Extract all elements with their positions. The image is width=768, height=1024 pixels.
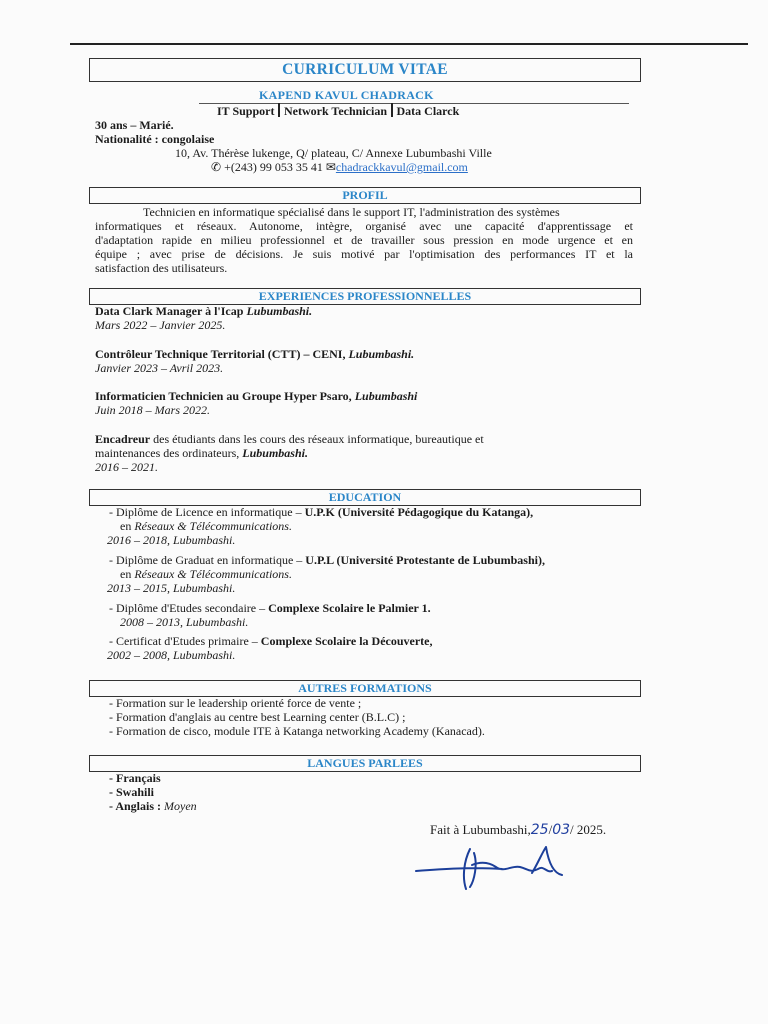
experience-dates: Mars 2022 – Janvier 2025. xyxy=(95,318,226,332)
signature xyxy=(412,843,572,895)
education-school: U.P.K (Université Pédagogique du Katanga), xyxy=(304,505,534,519)
profil-text xyxy=(95,205,633,275)
experience-place: Lubumbashi. xyxy=(246,304,313,318)
experience-item xyxy=(95,347,414,375)
experience-dates: Janvier 2023 – Avril 2023. xyxy=(95,361,224,375)
education-school: Complexe Scolaire le Palmier 1. xyxy=(268,601,431,615)
encadreur-place: Lubumbashi. xyxy=(242,446,308,460)
language-name: - Anglais : xyxy=(109,799,162,813)
experience-encadreur xyxy=(95,432,484,474)
education-diploma: - Diplôme de Licence en informatique – xyxy=(109,505,305,519)
role-separator xyxy=(278,103,280,117)
section-experiences-header: EXPERIENCES PROFESSIONNELLES xyxy=(89,288,641,305)
experience-role: Data Clark Manager à l'Icap xyxy=(95,304,244,318)
education-item xyxy=(109,505,533,547)
candidate-name: KAPEND KAVUL CHADRACK xyxy=(259,88,434,102)
education-prefix: en xyxy=(120,567,135,581)
encadreur-dates: 2016 – 2021. xyxy=(95,460,158,474)
language-name: - Swahili xyxy=(109,785,155,799)
experience-role: Informaticien Technicien au Groupe Hyper Psaro, xyxy=(95,389,352,403)
email-link[interactable]: chadrackkavul@gmail.com xyxy=(335,160,468,174)
closing-year: / 2025. xyxy=(570,822,607,837)
profil-line: équipe ; avec prise de décisions. Je suis motivé par l'optimisation des performances IT et la xyxy=(95,247,633,261)
handwritten-month: 03 xyxy=(552,822,571,838)
experience-place: Lubumbashi xyxy=(354,389,418,403)
email-icon: ✉ xyxy=(325,160,336,174)
formation-item: - Formation d'anglais au centre best Learning center (B.L.C) ; xyxy=(109,710,406,724)
phone-icon: ✆ xyxy=(211,160,222,174)
education-field: Réseaux & Télécommunications. xyxy=(134,567,292,581)
education-field: Réseaux & Télécommunications. xyxy=(134,519,292,533)
education-diploma: - Diplôme d'Etudes secondaire – xyxy=(109,601,269,615)
formation-item: - Formation sur le leadership orienté force de vente ; xyxy=(109,696,362,710)
section-langues-header: LANGUES PARLEES xyxy=(89,755,641,772)
address: 10, Av. Thérèse lukenge, Q/ plateau, C/ Annexe Lubumbashi Ville xyxy=(175,146,492,160)
closing-place: Fait à Lubumbashi, xyxy=(430,822,531,837)
encadreur-text: des étudiants dans les cours des réseaux informatique, bureautique et xyxy=(153,432,484,446)
top-rule xyxy=(70,43,748,45)
language-name: - Français xyxy=(109,771,161,785)
profil-line: informatiques et réseaux. Autonome, intègre, organisé avec une capacité d'apprentissage et xyxy=(95,219,633,233)
education-dates: 2016 – 2018, Lubumbashi. xyxy=(107,533,236,547)
languages-list xyxy=(109,771,197,813)
contact-line xyxy=(211,160,468,174)
experience-item xyxy=(95,389,417,417)
education-prefix: en xyxy=(120,519,135,533)
role-network-technician: Network Technician xyxy=(283,104,387,118)
formation-item: - Formation de cisco, module ITE à Katanga networking Academy (Kanacad). xyxy=(109,724,485,738)
education-diploma: - Diplôme de Graduat en informatique – xyxy=(109,553,306,567)
role-separator xyxy=(391,103,393,117)
education-dates: 2008 – 2013, Lubumbashi. xyxy=(120,615,249,629)
encadreur-text-2: maintenances des ordinateurs, xyxy=(95,446,240,460)
education-school: Complexe Scolaire la Découverte, xyxy=(260,634,433,648)
job-roles xyxy=(217,103,459,119)
cv-title: CURRICULUM VITAE xyxy=(89,58,641,82)
experience-place: Lubumbashi. xyxy=(348,347,415,361)
role-data-clarck: Data Clarck xyxy=(396,104,460,118)
handwritten-day: 25 xyxy=(530,822,549,838)
education-dates: 2002 – 2008, Lubumbashi. xyxy=(107,648,236,662)
education-dates: 2013 – 2015, Lubumbashi. xyxy=(107,581,236,595)
phone-number: +(243) 99 053 35 41 xyxy=(224,160,323,174)
cv-page xyxy=(89,58,641,838)
experience-dates: Juin 2018 – Mars 2022. xyxy=(95,403,210,417)
education-diploma: - Certificat d'Etudes primaire – xyxy=(109,634,261,648)
section-profil-header: PROFIL xyxy=(89,187,641,204)
experience-role: Contrôleur Technique Territorial (CTT) – CENI, xyxy=(95,347,346,361)
language-level: Moyen xyxy=(164,799,197,813)
age-status: 30 ans – Marié. xyxy=(95,118,174,132)
nationality: Nationalité : congolaise xyxy=(95,132,215,146)
section-formations-header: AUTRES FORMATIONS xyxy=(89,680,641,697)
education-school: U.P.L (Université Protestante de Lubumbashi), xyxy=(305,553,545,567)
education-item xyxy=(109,601,431,629)
closing-date xyxy=(430,823,606,837)
date-separator: / xyxy=(548,822,553,837)
encadreur-lead: Encadreur xyxy=(95,432,151,446)
formations-list xyxy=(109,696,485,738)
role-it-support: IT Support xyxy=(217,104,275,118)
education-item xyxy=(109,634,433,662)
section-education-header: EDUCATION xyxy=(89,489,641,506)
profil-line: satisfaction des utilisateurs. xyxy=(95,261,228,275)
profil-line: Technicien en informatique spécialisé dans le support IT, l'administration des systèmes xyxy=(143,205,560,219)
profil-line: d'adaptation rapide en milieu professionnel et de travailler sous pression en mode urgence et en xyxy=(95,233,633,247)
experience-item xyxy=(95,304,312,332)
education-item xyxy=(109,553,545,595)
